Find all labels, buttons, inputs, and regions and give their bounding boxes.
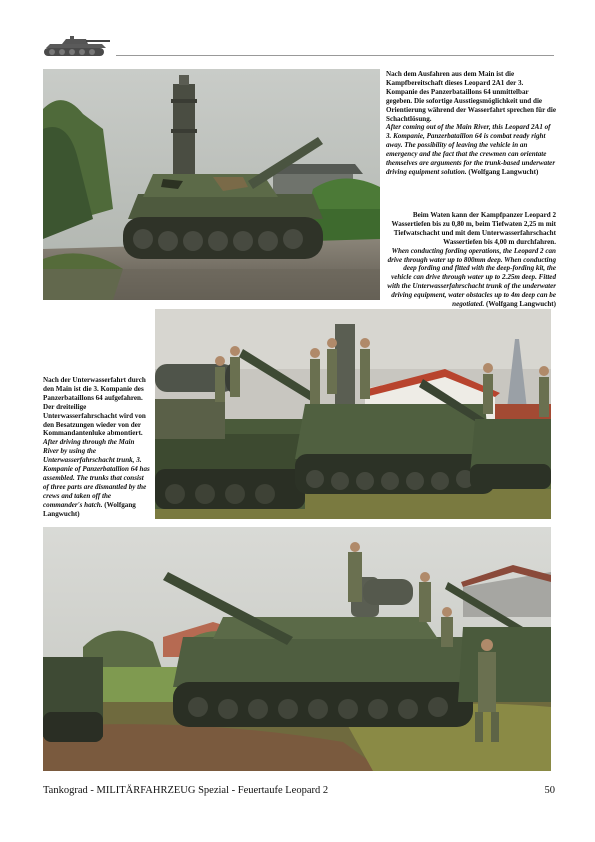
page-number: 50 (544, 785, 555, 796)
caption-1-credit: (Wolfgang Langwucht) (468, 167, 539, 176)
caption-3-german: Nach der Unterwasserfahrt durch den Main ist die 3. Kompanie des Panzerbataillons 64 aufgefahren. Der dreiteilige Unterwasserfahrschacht wird von den Besatzungen wieder von der Kommandantenluke abmontiert. (43, 376, 146, 438)
caption-3-credit: (Wolfgang Langwucht) (43, 500, 136, 518)
photo-tank-leaving-main-river (43, 69, 380, 300)
page-footer (43, 785, 555, 799)
photo-tanks-convoy-field (43, 527, 551, 771)
caption-3-english: After driving through the Main River by using the Unterwasserfahrschacht trunk, 3. Kompanie of Panzerbatallion 64 has assembled. The trunks that consist of three parts are dismantled by the crews and taken off the commander's hatch. (43, 438, 150, 509)
caption-3 (43, 376, 151, 519)
photo-tanks-dismantling-trunk (155, 309, 551, 519)
caption-2-german: Beim Waten kann der Kampfpanzer Leopard 2 Wassertiefen bis zu 0,80 m, beim Tiefwaten 2,25 m mit Tiefwatschacht und mit dem Unterwasserfahrschacht Wassertiefen bis 4,00 m durchfahren. (391, 211, 556, 246)
caption-2-english: When conducting fording operations, the Leopard 2 can drive through water up to 800mm deep. When conducting deep fording and fitted with the deep-fording kit, the vehicle can drive through water up to 2.25m deep. Fitted with the Unterwasserfahrschacht trunk of the underwater driving equipment, water obstacles up to 4m deep can be negotiated. (387, 246, 556, 309)
caption-2-credit: (Wolfgang Langwucht) (486, 300, 556, 309)
header-rule (116, 55, 554, 56)
caption-1-german: Nach dem Ausfahren aus dem Main ist die Kampfbereitschaft dieses Leopard 2A1 der 3. Kompanie des Panzerbataillons 64 unmittelbar gegeben. Die sofortige Ausstiegsmöglichkeit und die Orientierung während der Wasserfahrt sprechen für die Schachtlösung. (386, 70, 556, 123)
footer-title: Tankograd - MILITÄRFAHRZEUG Spezial - Feuertaufe Leopard 2 (43, 785, 329, 796)
caption-1-english: After coming out of the Main River, this Leopard 2A1 of 3. Kompanie, Panzerbataillon 64 is combat ready right away. The possibility of leaving the vehicle in an emergency and the fact that the crewmen can orientate themselves are arguments for the trunk-based underwater driving equipment solution. (386, 123, 556, 176)
tank-silhouette-icon (40, 34, 112, 60)
caption-1 (386, 70, 556, 177)
caption-2 (386, 211, 556, 309)
